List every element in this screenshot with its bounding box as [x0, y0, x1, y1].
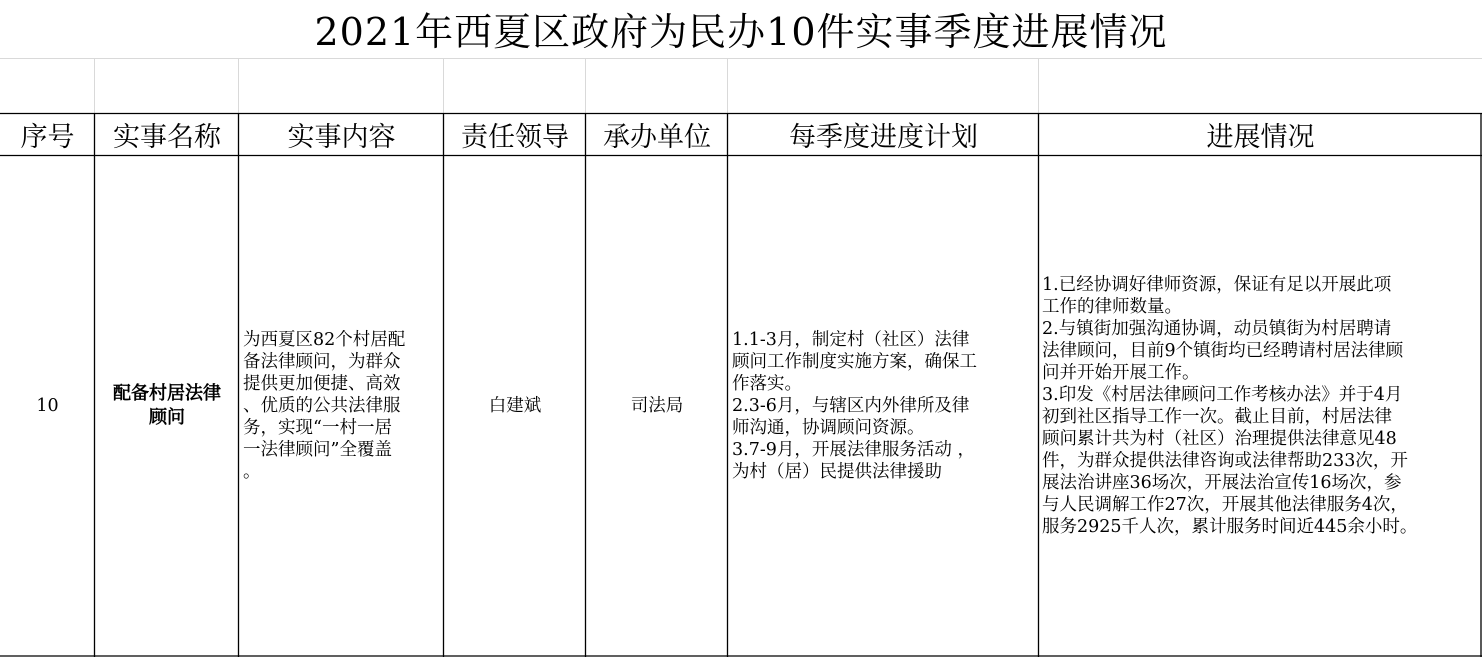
cell-seq: 10 — [36, 396, 59, 416]
table-row — [0, 155, 95, 657]
cell-plan: 1.1-3月，制定村（社区）法律 顾问工作制度实施方案，确保工 作落实。 2.3-6月，与辖区内外律所及律 师沟通，协调顾问资源。 3.7-9月，开展法律服务活动 ， 为村（居）民提供法律援助 — [732, 330, 977, 482]
page-title: 2021年西夏区政府为民办10件实事季度进展情况 — [314, 10, 1168, 54]
header-seq: 序号 — [20, 122, 75, 153]
cell-plan-wrap — [732, 155, 1036, 657]
cell-name-wrap — [95, 155, 239, 657]
header-content: 实事内容 — [287, 122, 396, 153]
cell-content-wrap — [243, 155, 440, 657]
header-plan: 每季度进度计划 — [789, 122, 978, 153]
cell-progress: 1.已经协调好律师资源，保证有足以开展此项 工作的律师数量。 2.与镇街加强沟通协调，动员镇街为村居聘请 法律顾问，目前9个镇街均已经聘请村居法律顾 问并开始开展工作。 3.印发《村居法律顾问工作考核办法》并于4月 初到社区指导工作一次。截止目前，村居法律 顾问累计共为村（社区）治理提供法律意见48 件，为群众提供法律咨询或法律帮助233次，开 展法治讲座36场次，开展法治宣传16场次，参 与人民调解工作27次，开展其他法律服务4次， 服务2925千人次，累计服务时间近445余小时。 — [1042, 275, 1418, 537]
header-name: 实事名称 — [113, 122, 221, 153]
header-leader: 责任领导 — [461, 122, 569, 153]
cell-name: 配备村居法律 顾问 — [113, 383, 221, 428]
cell-progress-wrap — [1042, 155, 1480, 657]
cell-unit: 司法局 — [630, 396, 684, 416]
cell-leader: 白建斌 — [488, 396, 542, 416]
cell-content: 为西夏区82个村居配 备法律顾问，为群众 提供更加便捷、高效 、优质的公共法律服 务，实现“一村一居 一法律顾问”全覆盖 。 — [243, 330, 406, 482]
header-progress: 进展情况 — [1206, 122, 1315, 153]
cell-unit-wrap — [586, 155, 728, 657]
header-unit: 承办单位 — [603, 122, 711, 153]
cell-leader-wrap — [444, 155, 586, 657]
